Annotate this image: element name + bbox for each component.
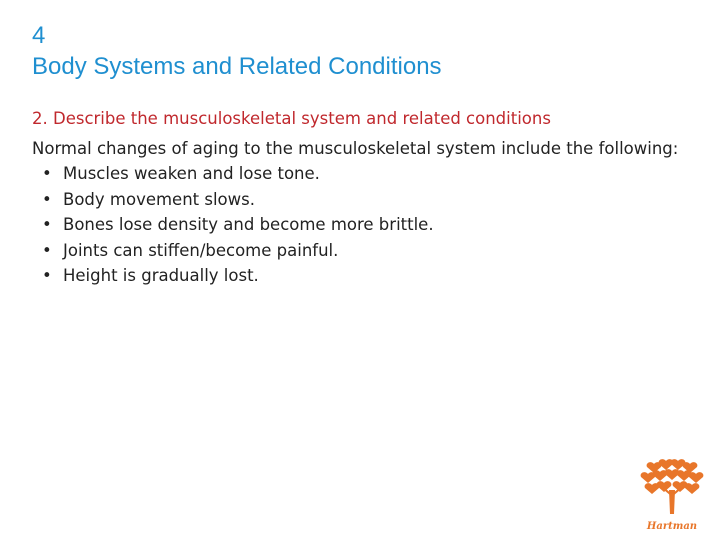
bullet-list bbox=[32, 161, 692, 289]
bullet-icon: • bbox=[42, 189, 52, 209]
list-item: • Joints can stiffen/become painful. bbox=[32, 238, 692, 264]
bullet-icon: • bbox=[42, 164, 52, 183]
list-item: • Bones lose density and become more brittle. bbox=[32, 212, 692, 238]
list-item: • Muscles weaken and lose tone. bbox=[32, 161, 692, 187]
section-subheading: 2. Describe the musculoskeletal system and related conditions bbox=[32, 109, 551, 128]
bullet-icon: • bbox=[42, 215, 52, 234]
chapter-title: Body Systems and Related Conditions bbox=[32, 53, 442, 80]
slide-title bbox=[32, 20, 442, 82]
bullet-icon: • bbox=[42, 240, 52, 260]
list-item: • Height is gradually lost. bbox=[32, 263, 692, 289]
slide-content bbox=[32, 106, 692, 289]
logo-text: Hartman bbox=[646, 521, 698, 532]
bullet-icon: • bbox=[42, 266, 52, 285]
list-item: • Body movement slows. bbox=[32, 187, 692, 213]
intro-paragraph: Normal changes of aging to the musculoskeletal system include the following: bbox=[32, 138, 679, 158]
chapter-number: 4 bbox=[32, 22, 46, 49]
hartman-logo bbox=[640, 458, 708, 536]
